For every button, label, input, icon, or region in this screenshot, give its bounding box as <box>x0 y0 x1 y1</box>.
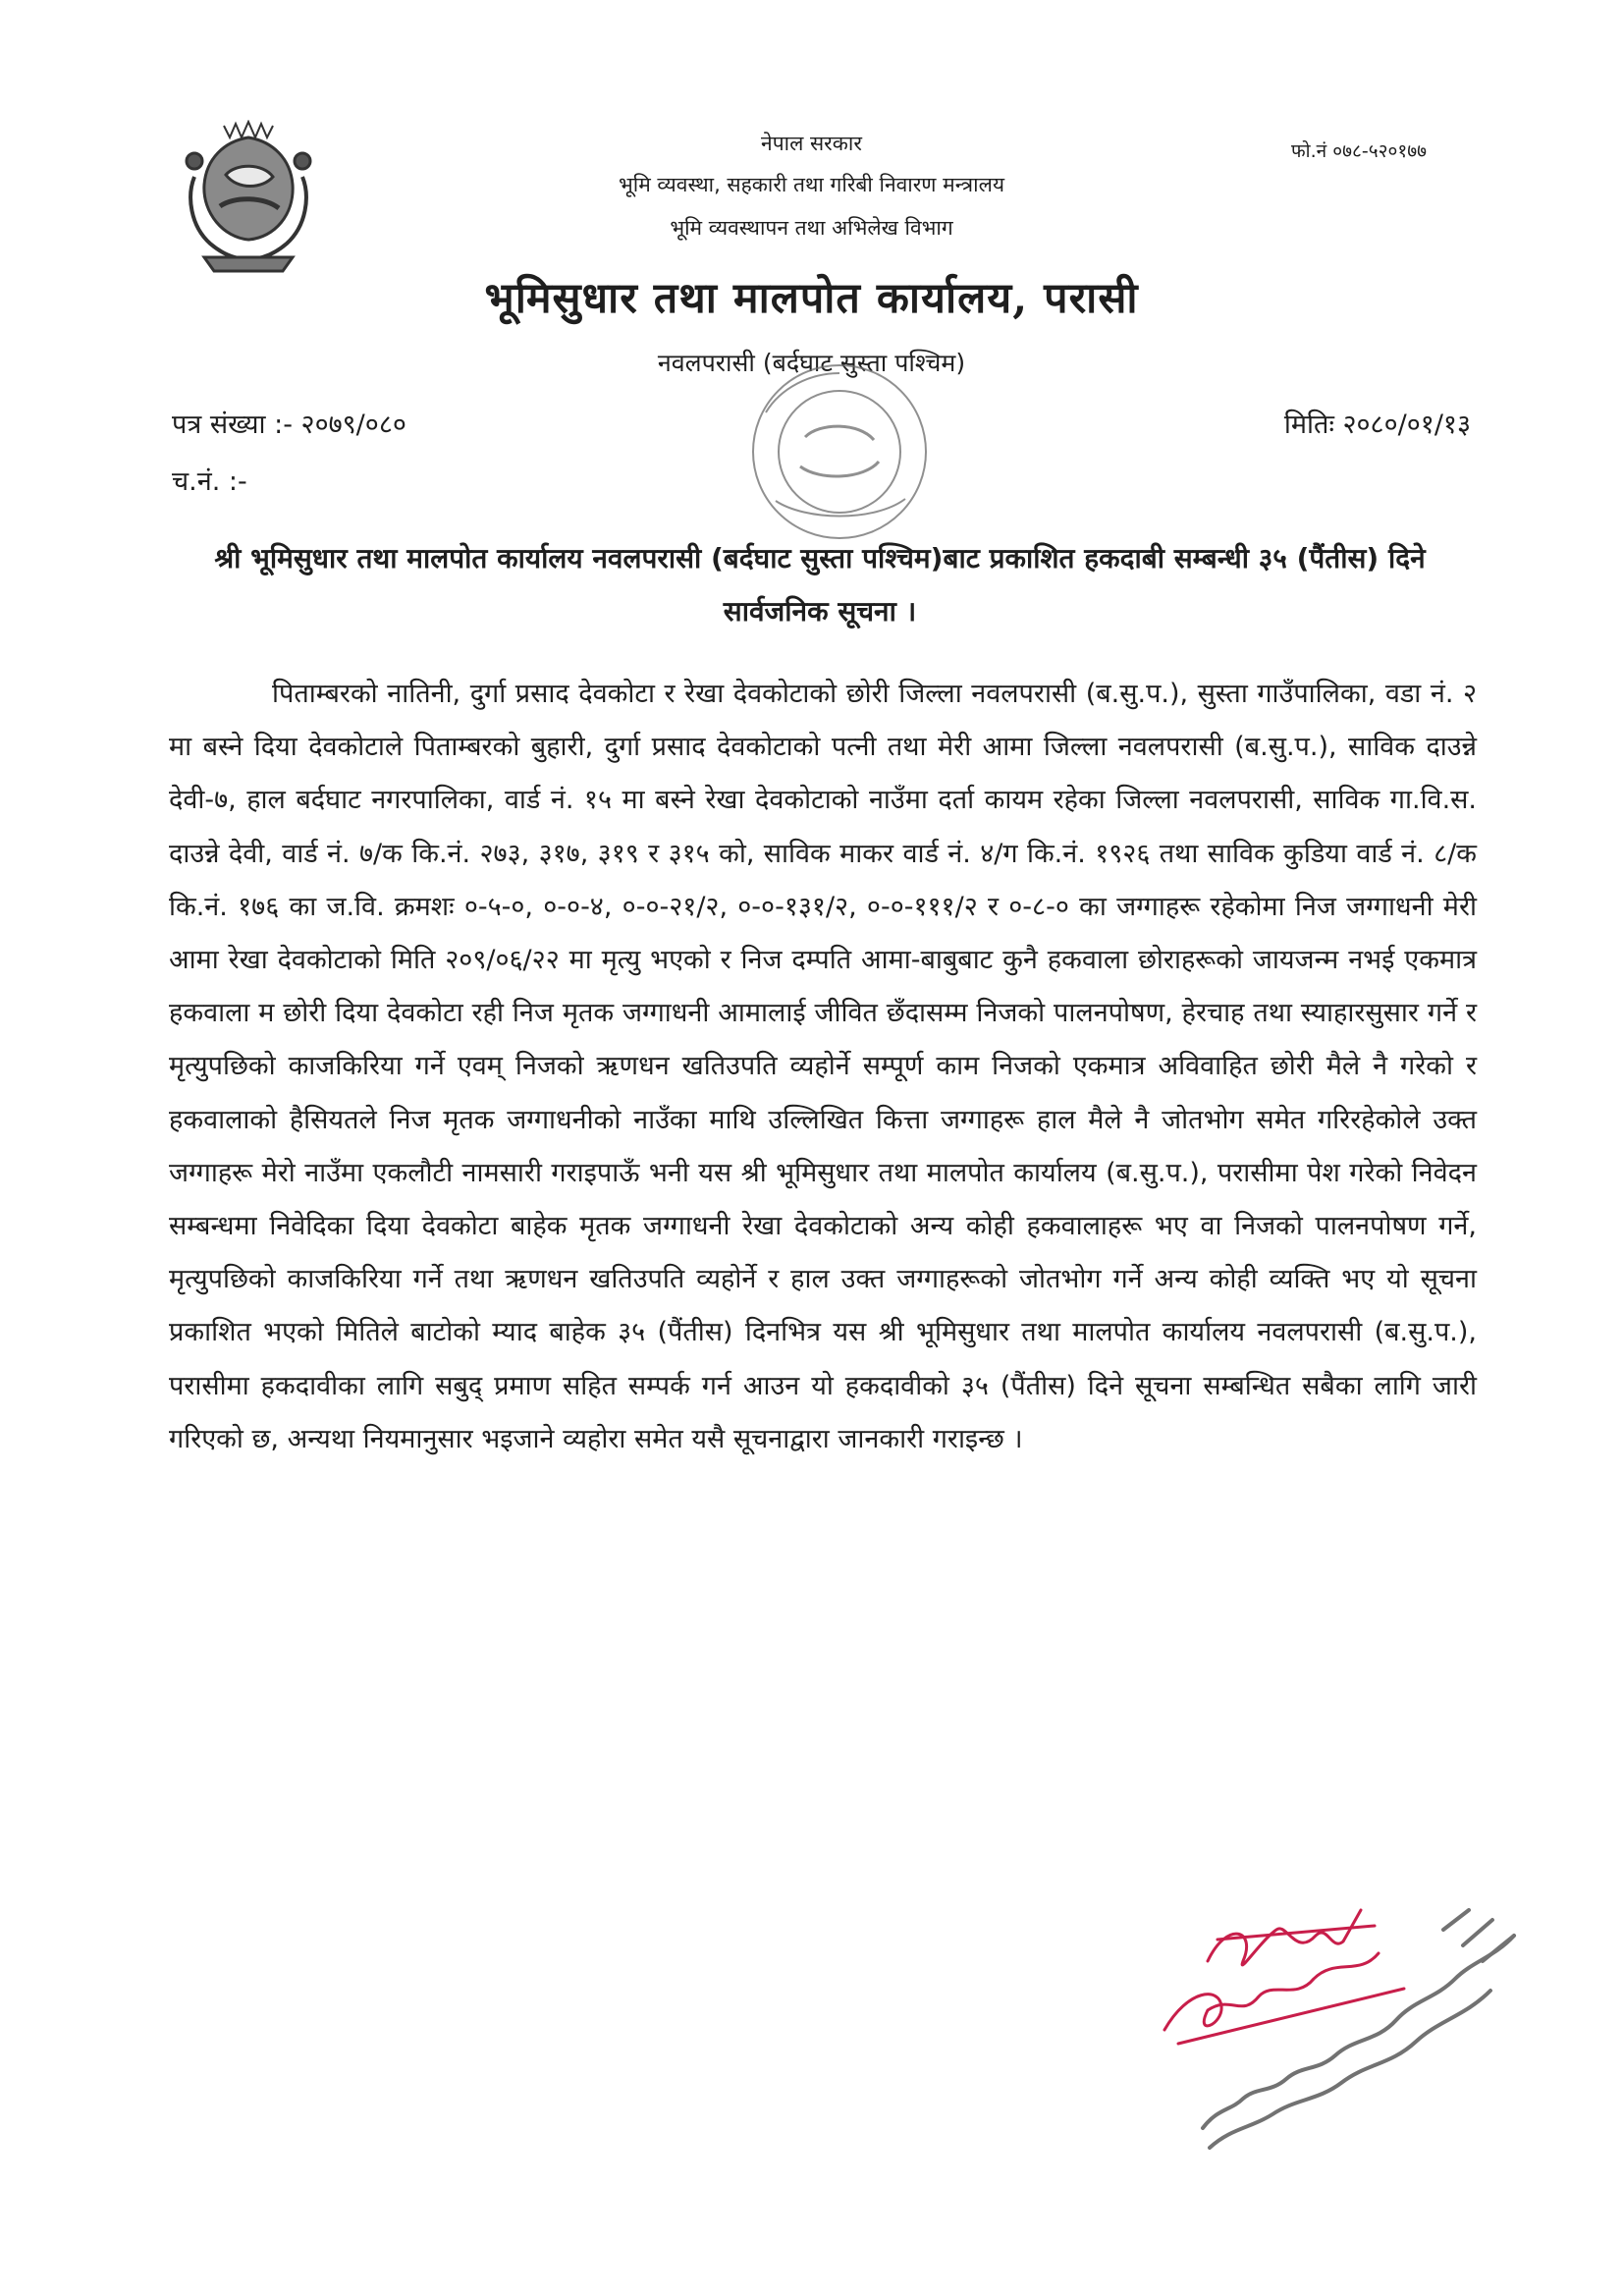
letter-date: मितिः २०८०/०१/१३ <box>1283 410 1471 440</box>
notice-body: पिताम्बरको नातिनी, दुर्गा प्रसाद देवकोटा र रेखा देवकोटाको छोरी जिल्ला नवलपरासी (ब.सु.प.), सुस्ता गाउँपालिका, वडा नं. २ मा बस्ने दिया देवकोटाले पिताम्बरको बुहारी, दुर्गा प्रसाद देवकोटाको पत्नी तथा मेरी आमा जिल्ला नवलपरासी (ब.सु.प.), साविक दाउन्ने देवी-७, हाल बर्दघाट नगरपालिका, वार्ड नं. १५ मा बस्ने रेखा देवकोटाको नाउँमा दर्ता कायम रहेका जिल्ला नवलपरासी, साविक गा.वि.स. दाउन्ने देवी, वार्ड नं. ७/क कि.नं. २७३, ३१७, ३१९ र ३१५ को, साविक माकर वार्ड नं. ४/ग कि.नं. १९२६ तथा साविक कुडिया वार्ड नं. ८/क कि.नं. १७६ का ज.वि. क्रमशः ०-५-०, ०-०-४, ०-०-२१/२, ०-०-१३१/२, ०-०-१११/२ र ०-८-० का जग्गाहरू रहेकोमा निज जग्गाधनी मेरी आमा रेखा देवकोटाको मिति २०९/०६/२२ मा मृत्यु भएको र निज दम्पति आमा-बाबुबाट कुनै हकवाला छोराहरूको जायजन्म नभई एकमात्र हकवाला म छोरी दिया देवकोटा रही निज मृतक जग्गाधनी आमालाई जीवित छँदासम्म निजको पालनपोषण, हेरचाह तथा स्याहारसुसार गर्ने र मृत्युपछिको काजकिरिया गर्ने एवम् निजको ऋणधन खतिउपति व्यहोर्ने सम्पूर्ण काम निजको एकमात्र अविवाहित छोरी मैले नै गरेको र हकवालाको हैसियतले निज मृतक जग्गाधनीको नाउँका माथि उल्लिखित कित्ता जग्गाहरू हाल मैले नै जोतभोग समेत गरिरहेकोले उक्त जग्गाहरू मेरो नाउँमा एकलौटी नामसारी गराइपाऊँ भनी यस श्री भूमिसुधार तथा मालपोत कार्यालय (ब.सु.प.), परासीमा पेश गरेको निवेदन सम्बन्धमा निवेदिका दिया देवकोटा बाहेक मृतक जग्गाधनी रेखा देवकोटाको अन्य कोही हकवालाहरू भए वा निजको पालनपोषण गर्ने, मृत्युपछिको काजकिरिया गर्ने तथा ऋणधन खतिउपति व्यहोर्ने र हाल उक्त जग्गाहरूको जोतभोग गर्ने अन्य कोही व्यक्ति भए यो सूचना प्रकाशित भएको मितिले बाटोको म्याद बाहेक ३५ (पैंतीस) दिनभित्र यस श्री भूमिसुधार तथा मालपोत कार्यालय नवलपरासी (ब.सु.प.), परासीमा हकदावीका लागि सबुद् प्रमाण सहित सम्पर्क गर्न आउन यो हकदावीको ३५ (पैंतीस) दिने सूचना सम्बन्धित सबैका लागि जारी गरिएको छ, अन्यथा नियमानुसार भइजाने व्यहोरा समेत यसै सूचनाद्वारा जानकारी गराइन्छ । <box>169 679 1477 1454</box>
district-subtitle: नवलपरासी (बर्दघाट सुस्ता पश्चिम) <box>657 349 966 377</box>
dispatch-number: च.नं. :- <box>172 466 247 497</box>
office-title: भूमिसुधार तथा मालपोत कार्यालय, परासी <box>484 274 1139 323</box>
ministry-name: भूमि व्यवस्था, सहकारी तथा गरिबी निवारण मन्त्रालय <box>619 173 1004 196</box>
officer-signature-stamp <box>1149 1871 1561 2156</box>
letter-number: पत्र संख्या :- २०७९/०८० <box>172 410 406 440</box>
department-name: भूमि व्यवस्थापन तथा अभिलेख विभाग <box>670 216 953 240</box>
office-round-stamp <box>727 354 952 550</box>
government-name: नेपाल सरकार <box>761 132 862 155</box>
phone-number: फो.नं ०७८-५२०१७७ <box>1291 140 1427 162</box>
notice-subject: श्री भूमिसुधार तथा मालपोत कार्यालय नवलपरासी (बर्दघाट सुस्ता पश्चिम)बाट प्रकाशित हकदाबी सम्बन्धी ३५ (पैंतीस) दिने सार्वजनिक सूचना । <box>214 542 1426 628</box>
